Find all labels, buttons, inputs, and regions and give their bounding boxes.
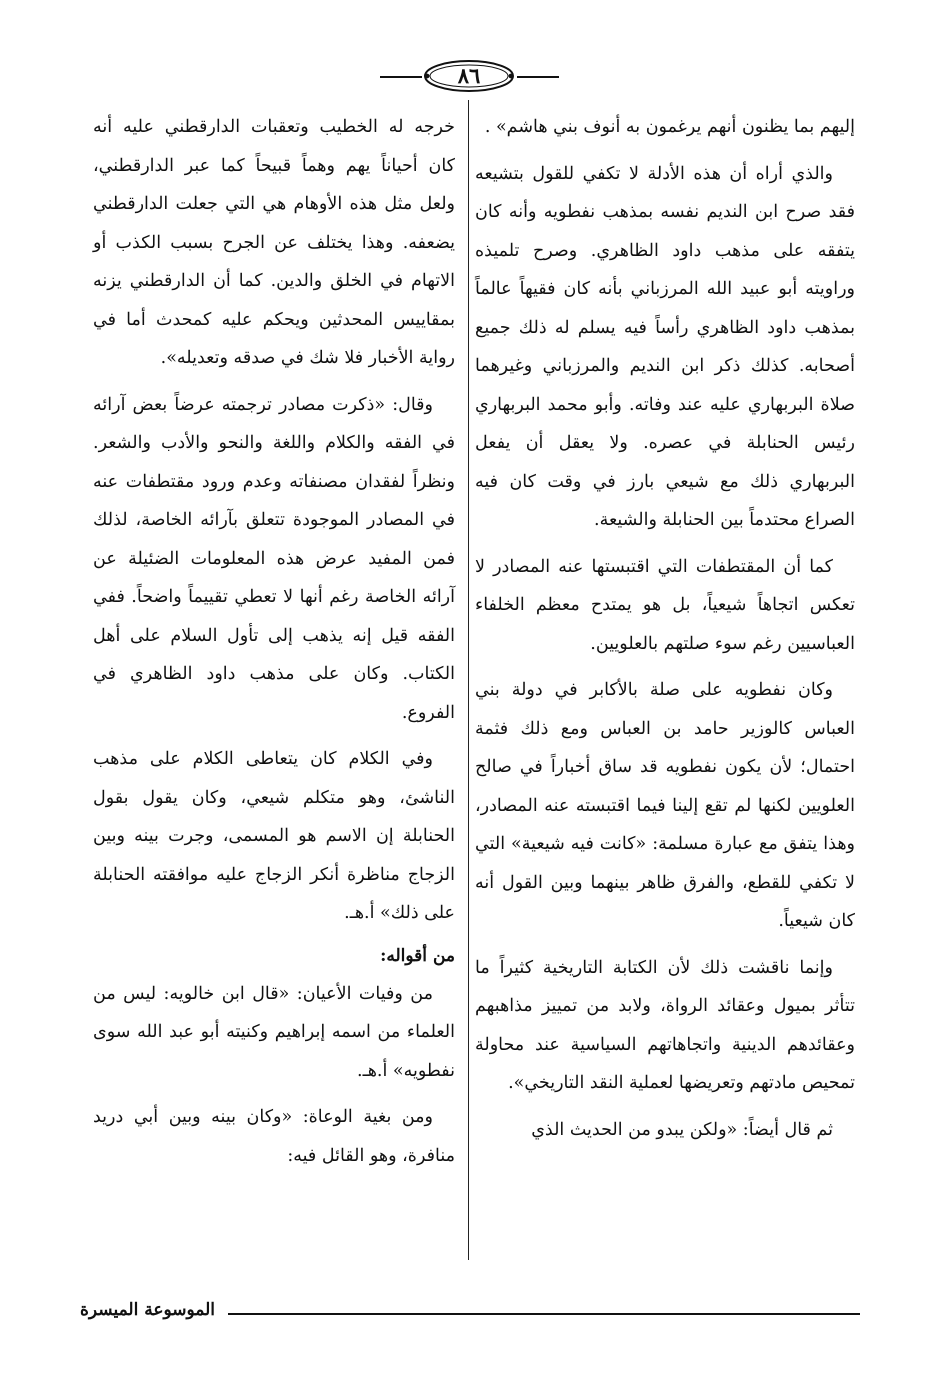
paragraph: خرجه له الخطيب وتعقبات الدارقطني عليه أنه كان أحياناً يهم وهماً قبيحاً كما عبر الدارقطني، ولعل مثل هذه الأوهام هي التي جعلت الدارقطني يضعفه. وهذا يختلف عن الجرح بسبب الكذب أو الاتهام في الخلق والدين. كما أن الدارقطني يزنه بمقاييس المحدثين ويحكم عليه كمحدث أما في رواية الأخبار فلا شك في صدقه وتعديله».: [93, 117, 455, 368]
header-rule-right: [517, 76, 559, 78]
page-number-ornament: [419, 58, 519, 94]
page-number: ٨٦: [457, 63, 481, 88]
paragraph: وكان نفطويه على صلة بالأكابر في دولة بني العباس كالوزير حامد بن العباس ومع ذلك فثمة احتمال؛ لأن يكون نفطويه قد ساق أخباراً في صالح العلويين لكنها لم تقع إلينا فيما اقتبسته عنه المصادر، وهذا يتفق مع عبارة مسلمة: «كانت فيه شيعية» التي لا تكفي للقطع، والفرق ظاهر بينهما وبين القول أنه كان شيعياً.: [475, 680, 855, 931]
footer-rule: [228, 1313, 860, 1315]
header-rule-left: [380, 76, 422, 78]
section-heading: من أقواله:: [380, 945, 455, 966]
paragraph: وإنما ناقشت ذلك لأن الكتابة التاريخية كثيراً ما تتأثر بميول وعقائد الرواة، ولابد من تمييز مذاهبهم وعقائدهم الدينية واتجاهاتهم السياسية عند محاولة تمحيص مادتهم وتعريضها لعملية النقد التاريخي».: [475, 957, 855, 1093]
paragraph: ثم قال أيضاً: «ولكن يبدو من الحديث الذي: [531, 1119, 833, 1140]
column-divider: [468, 100, 469, 1260]
paragraph: إليهم بما يظنون أنهم يرغمون به أنوف بني هاشم» .: [484, 117, 855, 137]
paragraph: من وفيات الأعيان: «قال ابن خالويه: ليس من العلماء من اسمه إبراهيم وكنيته أبو عبد الله سوى نفطويه» أ.هـ.: [93, 983, 455, 1081]
paragraph: ومن بغية الوعاة: «وكان بينه وبين أبي دريد منافرة، وهو القائل فيه:: [93, 1107, 455, 1166]
left-column: [93, 108, 455, 1183]
page-footer: [80, 1297, 860, 1327]
paragraph: وقال: «ذكرت مصادر ترجمته عرضاً بعض آرائه في الفقه والكلام واللغة والنحو والأدب والشعر. ونظراً لفقدان مصنفاته وعدم ورود مقتطفات عنه في المصادر الموجودة تتعلق بآرائه الخاصة، لذلك فمن المفيد عرض هذه المعلومات الضئيلة عن آرائه الخاصة رغم أنها لا تعطي تقييماً واضحاً. ففي الفقه قيل إنه يذهب إلى تأول السلام على أهل الكتاب. وكان على مذهب داود الظاهري في الفروع.: [93, 394, 455, 723]
paragraph: كما أن المقتطفات التي اقتبستها عنه المصادر لا تعكس اتجاهاً شيعياً، بل هو يمتدح معظم الخلفاء العباسيين رغم سوء صلتهم بالعلويين.: [475, 556, 855, 654]
paragraph: والذي أراه أن هذه الأدلة لا تكفي للقول بتشيعه فقد صرح ابن النديم نفسه بمذهب نفطويه وأنه كان يتفقه على مذهب داود الظاهري. وصرح تلميذه وراويته أبو عبيد الله المرزباني بأنه كان فقيهاً عالماً بمذهب داود الظاهري رأساً فيه يسلم له ذلك جميع أصحابه. كذلك ذكر ابن النديم والمرزباني وغيرهما صلاة البربهاري عليه عند وفاته. وأبو محمد البربهاري رئيس الحنابلة في عصره. ولا يعقل أن يفعل البربهاري ذلك مع شيعي بارز في وقت كان فيه الصراع محتدماً بين الحنابلة والشيعة.: [475, 163, 855, 530]
right-column: [475, 108, 855, 1157]
paragraph: وفي الكلام كان يتعاطى الكلام على مذهب الناشئ، وهو متكلم شيعي، وكان يقول بقول الحنابلة إن الاسم هو المسمى، وجرت بينه وبين الزجاج مناظرة أنكر الزجاج عليه موافقته الحنابلة على ذلك» أ.هـ.: [93, 749, 455, 923]
footer-title: الموسوعة الميسرة: [80, 1300, 216, 1320]
